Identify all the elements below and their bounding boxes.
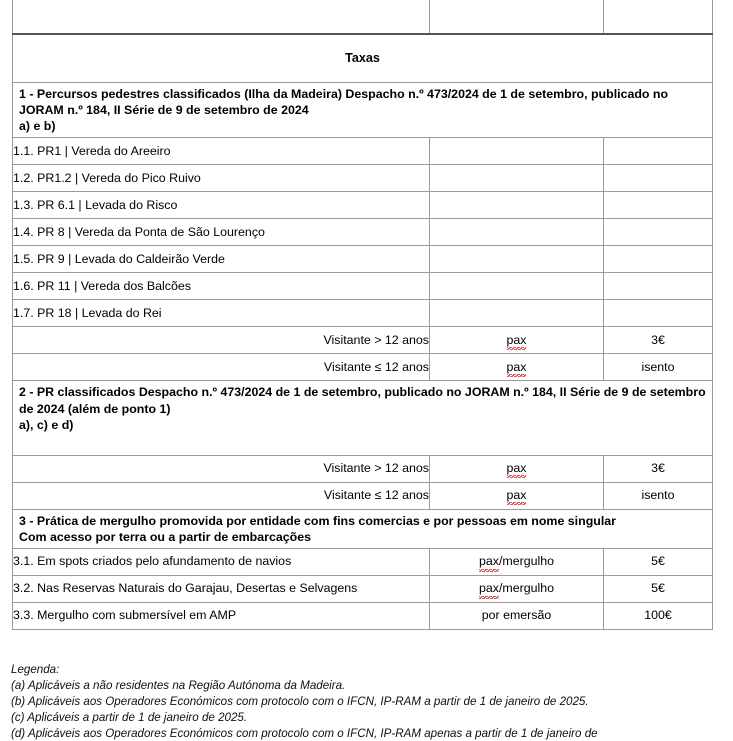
cell-quantity xyxy=(430,246,604,273)
misspelled-word: pax xyxy=(507,360,527,375)
legend-entry-a: (a) Aplicáveis a não residentes na Região Autónoma da Madeira. xyxy=(11,678,726,694)
table-row xyxy=(13,138,713,165)
cell-unit-value xyxy=(604,165,713,192)
cell-description: Visitante > 12 anos xyxy=(13,455,430,482)
legend-entry-b: (b) Aplicáveis aos Operadores Económicos com protocolo com o IFCN, IP-RAM a partir de 1 de janeiro de 2025. xyxy=(11,694,726,710)
cell-description: 1.2. PR1.2 | Vereda do Pico Ruivo xyxy=(13,165,430,192)
cell-description: 1.6. PR 11 | Vereda dos Balcões xyxy=(13,273,430,300)
cell-quantity: pax/mergulho xyxy=(430,576,604,603)
section-heading-notes-3: Com acesso por terra ou a partir de embarcações xyxy=(19,530,311,544)
section-heading-notes-2: a), c) e d) xyxy=(19,418,73,432)
cell-quantity xyxy=(430,354,604,381)
misspelled-word: pax xyxy=(507,461,527,476)
cell-description: 1.4. PR 8 | Vereda da Ponta de São Lourenço xyxy=(13,219,430,246)
table-row xyxy=(13,219,713,246)
table-row xyxy=(13,576,713,603)
table-row xyxy=(13,482,713,509)
cell-description: 1.1. PR1 | Vereda do Areeiro xyxy=(13,138,430,165)
section-heading-3: 3 - Prática de mergulho promovida por entidade com fins comercias e por pessoas em nome singular Com acesso por terra ou a partir de embarcações xyxy=(13,509,713,548)
cell-unit-value: 3€ xyxy=(604,327,713,354)
misspelled-word: pax xyxy=(507,488,527,503)
table-row xyxy=(13,455,713,482)
cell-quantity xyxy=(430,165,604,192)
cell-unit-value xyxy=(604,192,713,219)
cell-quantity xyxy=(430,455,604,482)
section-heading-row-1 xyxy=(13,83,713,138)
cell-description: 1.7. PR 18 | Levada do Rei xyxy=(13,300,430,327)
cell-description: 3.2. Nas Reservas Naturais do Garajau, Desertas e Selvagens xyxy=(13,576,430,603)
cell-description: Visitante ≤ 12 anos xyxy=(13,354,430,381)
header-row xyxy=(13,0,713,34)
cell-description: 3.3. Mergulho com submersível em AMP xyxy=(13,603,430,630)
cell-quantity xyxy=(430,273,604,300)
cell-quantity xyxy=(430,327,604,354)
table-row xyxy=(13,165,713,192)
column-header-description xyxy=(13,0,430,34)
cell-quantity: pax/mergulho xyxy=(430,549,604,576)
cell-unit-value xyxy=(604,219,713,246)
table-row xyxy=(13,354,713,381)
table-row xyxy=(13,549,713,576)
table-row xyxy=(13,603,713,630)
cell-unit-value: 5€ xyxy=(604,549,713,576)
cell-quantity xyxy=(430,138,604,165)
cell-unit-value xyxy=(604,246,713,273)
cell-quantity xyxy=(430,482,604,509)
cell-description: 1.5. PR 9 | Levada do Caldeirão Verde xyxy=(13,246,430,273)
fees-table xyxy=(12,0,713,630)
cell-unit-value: 5€ xyxy=(604,576,713,603)
column-header-quantity xyxy=(430,0,604,34)
table-body xyxy=(13,34,713,630)
cell-description: Visitante ≤ 12 anos xyxy=(13,482,430,509)
table-header xyxy=(13,0,713,34)
taxas-banner-row xyxy=(13,34,713,83)
cell-description: 3.1. Em spots criados pelo afundamento de navios xyxy=(13,549,430,576)
cell-quantity xyxy=(430,300,604,327)
cell-unit-value: 3€ xyxy=(604,455,713,482)
cell-description: 1.3. PR 6.1 | Levada do Risco xyxy=(13,192,430,219)
legend-entry-d: (d) Aplicáveis aos Operadores Económicos com protocolo com o IFCN, IP-RAM apenas a partir de 1 de janeiro de xyxy=(11,726,726,741)
misspelled-word: pax xyxy=(479,581,499,596)
taxas-banner-label: Taxas xyxy=(13,34,713,83)
cell-unit-value: isento xyxy=(604,354,713,381)
misspelled-word: pax xyxy=(507,333,527,348)
section-heading-1: 1 - Percursos pedestres classificados (Ilha da Madeira) Despacho n.º 473/2024 de 1 de setembro, publicado no JORAM n.º 184, II Série de 9 de setembro de 2024 a) e b) xyxy=(13,83,713,138)
section-heading-notes-1: a) e b) xyxy=(19,119,56,133)
table-row xyxy=(13,246,713,273)
table-row xyxy=(13,327,713,354)
cell-quantity xyxy=(430,219,604,246)
cell-description: Visitante > 12 anos xyxy=(13,327,430,354)
cell-unit-value xyxy=(604,273,713,300)
table-row xyxy=(13,192,713,219)
cell-unit-value xyxy=(604,138,713,165)
legend-entry-c: (c) Aplicáveis a partir de 1 de janeiro de 2025. xyxy=(11,710,726,726)
legend-title: Legenda: xyxy=(11,662,726,678)
section-heading-row-3 xyxy=(13,509,713,548)
misspelled-word: pax xyxy=(479,554,499,569)
section-heading-2: 2 - PR classificados Despacho n.º 473/2024 de 1 de setembro, publicado no JORAM n.º 184, II Série de 9 de setembro de 2024 (além de ponto 1) a), c) e d) xyxy=(13,381,713,455)
cell-quantity xyxy=(430,192,604,219)
cell-unit-value: 100€ xyxy=(604,603,713,630)
table-row xyxy=(13,273,713,300)
column-header-unit-value xyxy=(604,0,713,34)
section-heading-row-2 xyxy=(13,381,713,455)
legend-block xyxy=(11,662,726,741)
table-row xyxy=(13,300,713,327)
cell-quantity: por emersão xyxy=(430,603,604,630)
cell-unit-value: isento xyxy=(604,482,713,509)
cell-unit-value xyxy=(604,300,713,327)
